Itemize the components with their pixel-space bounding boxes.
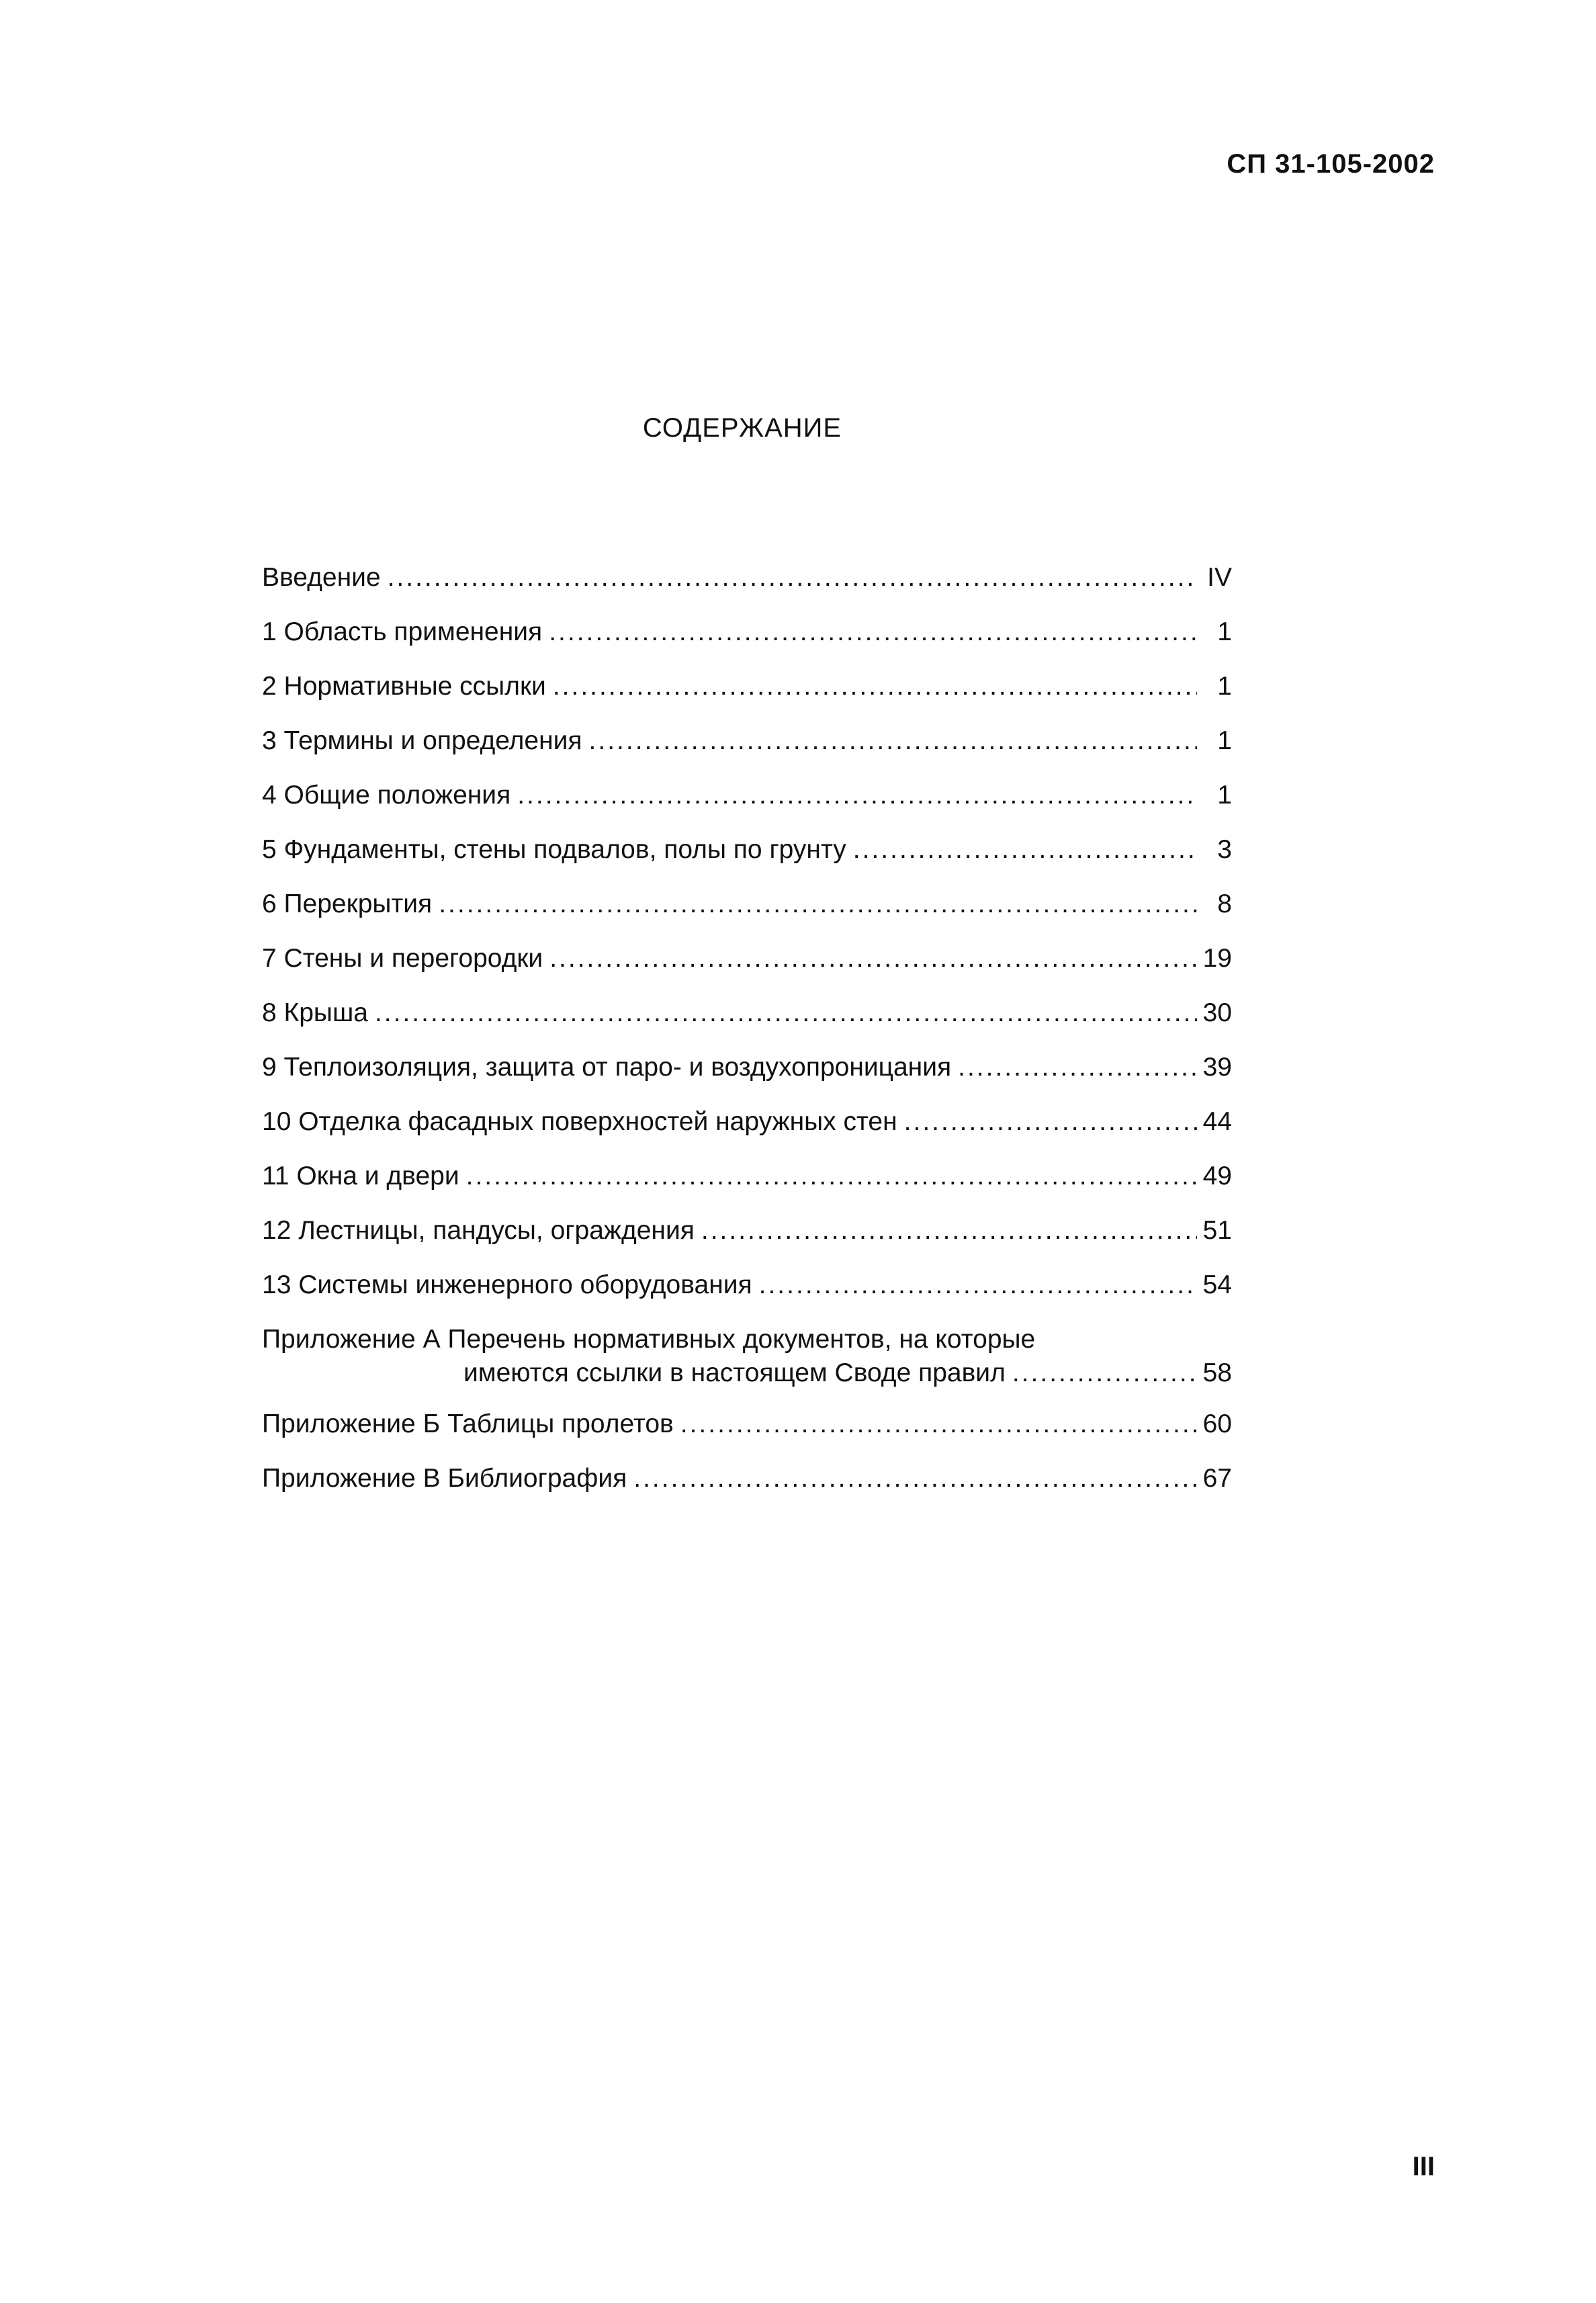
toc-leader-dots <box>1012 1356 1197 1390</box>
toc-entry-label: 4 Общие положения <box>262 781 511 810</box>
toc-entry-label: 6 Перекрытия <box>262 889 433 918</box>
toc-entry-label: 13 Системы инженерного оборудования <box>262 1270 752 1299</box>
toc-entry-page: 67 <box>1202 1464 1232 1493</box>
toc-entry-6[interactable] <box>262 887 1232 942</box>
toc-entry-page: 49 <box>1202 1162 1232 1190</box>
toc-entry-appendix-b[interactable] <box>262 1407 1232 1462</box>
toc-entry-page: 39 <box>1202 1053 1232 1082</box>
toc-entry-label: Приложение Б Таблицы пролетов <box>262 1409 674 1438</box>
toc-leader-dots <box>549 942 1197 975</box>
toc-entry-12[interactable] <box>262 1214 1232 1268</box>
toc-entry-label: 2 Нормативные ссылки <box>262 672 546 701</box>
toc-entry-5[interactable] <box>262 833 1232 887</box>
toc-entry-7[interactable] <box>262 942 1232 996</box>
toc-leader-dots <box>701 1214 1197 1248</box>
toc-leader-dots <box>439 887 1197 921</box>
toc-title: СОДЕРЖАНИЕ <box>642 413 842 443</box>
document-code: СП 31-105-2002 <box>1227 149 1435 179</box>
toc-entry-introduction[interactable] <box>262 561 1232 615</box>
toc-leader-dots <box>589 724 1197 758</box>
page-number: III <box>1412 2152 1435 2181</box>
toc-entry-13[interactable] <box>262 1268 1232 1323</box>
toc-entry-9[interactable] <box>262 1051 1232 1105</box>
toc-entry-1[interactable] <box>262 615 1232 670</box>
toc-leader-dots <box>549 615 1197 649</box>
toc-leader-dots <box>466 1160 1197 1193</box>
toc-entry-11[interactable] <box>262 1160 1232 1214</box>
toc-entry-page: 8 <box>1217 889 1232 918</box>
toc-entry-label: 1 Область применения <box>262 617 543 646</box>
toc-entry-label-line2: имеются ссылки в настоящем Своде правил <box>463 1358 1006 1387</box>
toc-leader-dots <box>375 996 1197 1030</box>
toc-entry-page: 30 <box>1202 998 1232 1027</box>
toc-entry-page: 3 <box>1217 835 1232 864</box>
toc-entry-label: 12 Лестницы, пандусы, ограждения <box>262 1216 695 1245</box>
toc-entry-label: 8 Крыша <box>262 998 368 1027</box>
toc-entry-appendix-a[interactable] <box>262 1323 1232 1407</box>
toc-entry-page: 1 <box>1217 617 1232 646</box>
toc-entry-8[interactable] <box>262 996 1232 1051</box>
toc-entry-label: 11 Окна и двери <box>262 1162 459 1190</box>
toc-entry-label: 5 Фундаменты, стены подвалов, полы по грунту <box>262 835 846 864</box>
toc-leader-dots <box>904 1105 1197 1139</box>
toc-entry-label: Введение <box>262 563 381 592</box>
toc-leader-dots <box>388 561 1197 595</box>
toc-entry-label: 10 Отделка фасадных поверхностей наружных стен <box>262 1107 897 1136</box>
toc-entry-page: IV <box>1207 563 1232 592</box>
toc-entry-page: 44 <box>1202 1107 1232 1136</box>
toc-leader-dots <box>553 670 1197 703</box>
toc-entry-page: 1 <box>1217 672 1232 701</box>
toc-leader-dots <box>680 1407 1197 1441</box>
toc-entry-page: 60 <box>1202 1409 1232 1438</box>
toc-entry-page: 54 <box>1202 1270 1232 1299</box>
toc-entry-4[interactable] <box>262 779 1232 833</box>
toc-leader-dots <box>517 779 1197 812</box>
toc-entry-appendix-v[interactable] <box>262 1462 1232 1516</box>
toc-entry-2[interactable] <box>262 670 1232 724</box>
toc-entry-page: 1 <box>1217 726 1232 755</box>
toc-leader-dots <box>759 1268 1197 1302</box>
toc-entry-continuation <box>262 1356 1232 1390</box>
toc-entry-page: 58 <box>1202 1358 1232 1387</box>
toc-entry-10[interactable] <box>262 1105 1232 1160</box>
toc-entry-label: Приложение В Библиография <box>262 1464 627 1493</box>
toc-entry-label: 9 Теплоизоляция, защита от паро- и воздухопроницания <box>262 1053 952 1082</box>
toc-entry-page: 19 <box>1202 944 1232 973</box>
toc-leader-dots <box>958 1051 1197 1084</box>
toc-entry-label: 7 Стены и перегородки <box>262 944 543 973</box>
toc-entry-page: 1 <box>1217 781 1232 810</box>
toc-entry-label: 3 Термины и определения <box>262 726 582 755</box>
toc-leader-dots <box>853 833 1197 867</box>
toc-entry-label-line1: Приложение А Перечень нормативных документов, на которые <box>262 1325 1036 1354</box>
table-of-contents <box>262 561 1232 1516</box>
toc-entry-page: 51 <box>1202 1216 1232 1245</box>
toc-leader-dots <box>633 1462 1197 1495</box>
toc-entry-3[interactable] <box>262 724 1232 779</box>
